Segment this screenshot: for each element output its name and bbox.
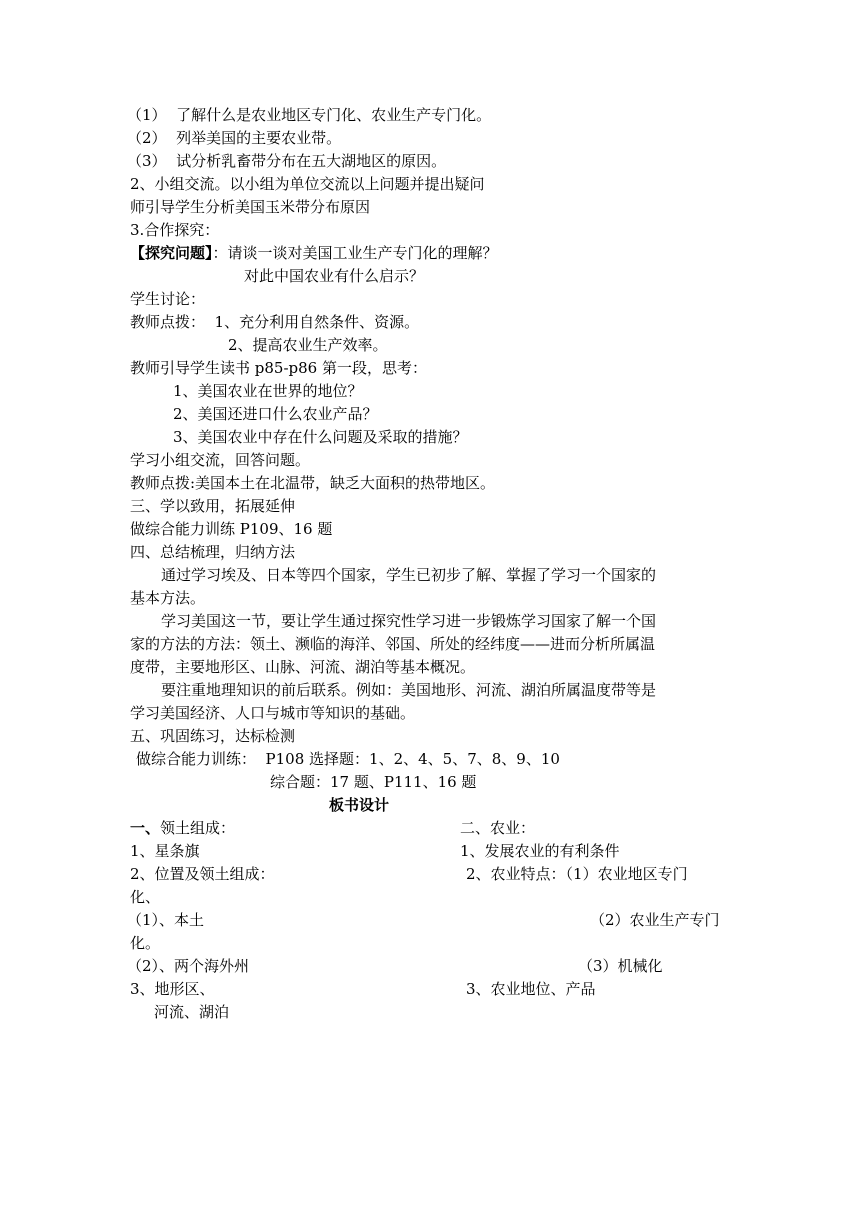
board-right-item-1: 1、发展农业的有利条件 [460, 842, 620, 860]
teacher-tip-2: 2、提高农业生产效率。 [228, 336, 388, 354]
board-left-heading-mark: 一、 [130, 819, 161, 837]
board-right-heading: 二、农业： [460, 819, 536, 837]
board-right-item-3: （2）农业生产专门 [590, 911, 720, 929]
inquiry-question-2: 对此中国农业有什么启示？ [244, 267, 425, 285]
board-left-item-1: 1、星条旗 [130, 842, 200, 860]
group-answer: 学习小组交流，回答问题。 [130, 451, 311, 469]
question-2: 2、美国还进口什么农业产品？ [173, 405, 378, 423]
board-left-heading [130, 817, 235, 839]
student-discussion: 学生讨论： [130, 290, 206, 308]
board-right-item-2: 2、农业特点：（1）农业地区专门 [466, 865, 688, 883]
summary-para-2: 学习美国这一节，要让学生通过探究性学习进一步锻炼学习国家了解一个国 [161, 612, 657, 630]
board-left-item-5: 3、地形区、 [130, 980, 215, 998]
board-left-item-2: 2、位置及领土组成： [130, 865, 275, 883]
board-left-item-3: （1）、本土 [127, 911, 205, 929]
inquiry-question-heading: 【探究问题】 [130, 244, 213, 262]
exercise-p109: 做综合能力训练 P109、16 题 [130, 520, 333, 538]
board-left-item-6: 河流、湖泊 [154, 1003, 230, 1021]
summary-para-2-cont1: 家的方法的方法：领土、濒临的海洋、邻国、所处的经纬度——进而分析所属温 [130, 635, 656, 653]
exercise-p108: 做综合能力训练： P108 选择题：1、2、4、5、7、8、9、10 [136, 750, 560, 768]
board-right-item-2-wrap: 化、 [130, 888, 161, 906]
teacher-guide-corn: 师引导学生分析美国玉米带分布原因 [130, 198, 371, 216]
board-design-title: 板书设计 [329, 796, 390, 814]
summary-para-3: 要注重地理知识的前后联系。例如：美国地形、河流、湖泊所属温度带等是 [161, 681, 657, 699]
teacher-tip-3: 教师点拨:美国本土在北温带，缺乏大面积的热带地区。 [130, 474, 496, 492]
objective-3: （3） 试分析乳畜带分布在五大湖地区的原因。 [127, 152, 447, 170]
teacher-tip-1: 教师点拨： 1、充分利用自然条件、资源。 [130, 313, 420, 331]
section-3-heading: 三、学以致用，拓展延伸 [130, 497, 296, 515]
question-3: 3、美国农业中存在什么问题及采取的措施？ [173, 428, 468, 446]
reading-prompt: 教师引导学生读书 p85-p86 第一段，思考： [130, 359, 427, 377]
section-5-heading: 五、巩固练习，达标检测 [130, 727, 296, 745]
objective-2: （2） 列举美国的主要农业带。 [127, 129, 342, 147]
inquiry-question-text: ：请谈一谈对美国工业生产专门化的理解？ [212, 244, 498, 262]
question-1: 1、美国农业在世界的地位？ [173, 382, 363, 400]
board-left-item-4: （2）、两个海外州 [127, 957, 250, 975]
group-exchange: 2、小组交流。以小组为单位交流以上问题并提出疑问 [130, 175, 485, 193]
board-right-item-4: （3）机械化 [578, 957, 663, 975]
section-4-heading: 四、总结梳理，归纳方法 [130, 543, 296, 561]
exercise-comprehensive: 综合题：17 题、P111、16 题 [270, 773, 477, 791]
summary-para-1: 通过学习埃及、日本等四个国家，学生已初步了解、掌握了学习一个国家的 [161, 566, 657, 584]
cooperative-inquiry: 3.合作探究： [130, 221, 220, 239]
summary-para-2-cont2: 度带，主要地形区、山脉、河流、湖泊等基本概况。 [130, 658, 476, 676]
inquiry-question [130, 242, 498, 264]
board-right-item-5: 3、农业地位、产品 [466, 980, 596, 998]
board-left-heading-text: 领土组成： [160, 819, 236, 837]
objective-1: （1） 了解什么是农业地区专门化、农业生产专门化。 [127, 106, 492, 124]
summary-para-1-cont: 基本方法。 [130, 589, 206, 607]
summary-para-3-cont: 学习美国经济、人口与城市等知识的基础。 [130, 704, 416, 722]
board-right-item-3-wrap: 化。 [130, 934, 161, 952]
